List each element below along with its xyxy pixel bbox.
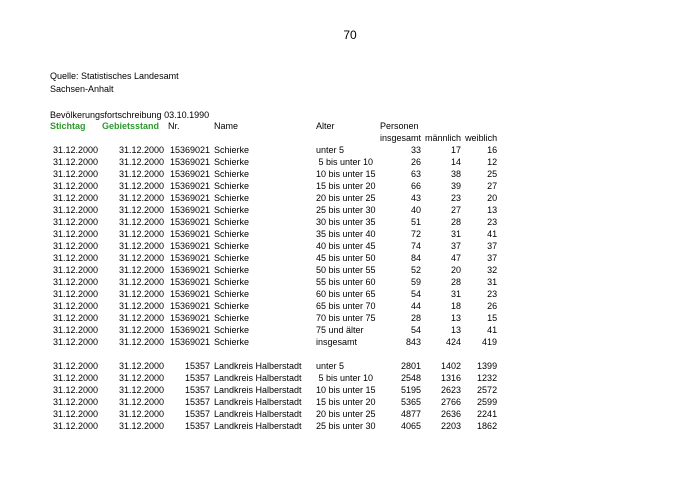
cell-gebietsstand: 31.12.2000 [118, 421, 164, 431]
cell-gebietsstand: 31.12.2000 [118, 241, 164, 251]
cell-alter: 5 bis unter 10 [316, 157, 374, 167]
cell-gebietsstand: 31.12.2000 [118, 265, 164, 275]
cell-stichtag: 31.12.2000 [52, 409, 98, 419]
cell-maennlich: 14 [451, 157, 462, 167]
cell-nr: 15357 [184, 397, 210, 407]
cell-insgesamt: 54 [411, 289, 422, 299]
header-row-2 [48, 132, 499, 144]
header-name: Name [214, 121, 239, 131]
cell-weiblich: 12 [487, 157, 498, 167]
cell-stichtag: 31.12.2000 [52, 385, 98, 395]
cell-gebietsstand: 31.12.2000 [118, 289, 164, 299]
cell-maennlich: 1402 [441, 361, 462, 371]
cell-nr: 15369021 [169, 301, 210, 311]
cell-alter: 65 bis unter 70 [316, 301, 376, 311]
table-row [48, 180, 499, 192]
cell-maennlich: 31 [451, 289, 462, 299]
cell-weiblich: 1232 [477, 373, 498, 383]
cell-weiblich: 41 [487, 325, 498, 335]
cell-alter: 40 bis unter 45 [316, 241, 376, 251]
table-row [48, 156, 499, 168]
cell-insgesamt: 843 [406, 337, 422, 347]
cell-maennlich: 1316 [441, 373, 462, 383]
cell-nr: 15369021 [169, 325, 210, 335]
cell-weiblich: 16 [487, 145, 498, 155]
table-row [48, 252, 499, 264]
cell-maennlich: 2203 [441, 421, 462, 431]
cell-nr: 15369021 [169, 253, 210, 263]
header-gebietsstand: Gebietsstand [102, 121, 160, 131]
header-insgesamt: insgesamt [380, 133, 422, 143]
cell-maennlich: 2636 [441, 409, 462, 419]
cell-maennlich: 38 [451, 169, 462, 179]
cell-insgesamt: 5195 [401, 385, 422, 395]
cell-weiblich: 1399 [477, 361, 498, 371]
table-row [48, 324, 499, 336]
cell-maennlich: 47 [451, 253, 462, 263]
cell-name: Landkreis Halberstadt [214, 361, 302, 371]
header-weiblich: weiblich [465, 133, 498, 143]
cell-alter: 5 bis unter 10 [316, 373, 374, 383]
cell-name: Landkreis Halberstadt [214, 373, 302, 383]
cell-maennlich: 18 [451, 301, 462, 311]
cell-stichtag: 31.12.2000 [52, 361, 98, 371]
cell-weiblich: 2572 [477, 385, 498, 395]
cell-name: Landkreis Halberstadt [214, 409, 302, 419]
cell-nr: 15357 [184, 373, 210, 383]
cell-weiblich: 2241 [477, 409, 498, 419]
cell-nr: 15357 [184, 409, 210, 419]
cell-weiblich: 37 [487, 253, 498, 263]
cell-gebietsstand: 31.12.2000 [118, 373, 164, 383]
cell-alter: unter 5 [316, 145, 345, 155]
cell-weiblich: 15 [487, 313, 498, 323]
cell-stichtag: 31.12.2000 [52, 337, 98, 347]
cell-gebietsstand: 31.12.2000 [118, 313, 164, 323]
cell-nr: 15357 [184, 361, 210, 371]
table-body [48, 144, 499, 432]
header-maennlich: männlich [425, 133, 462, 143]
cell-maennlich: 2766 [441, 397, 462, 407]
table-row [48, 372, 499, 384]
cell-weiblich: 25 [487, 169, 498, 179]
cell-maennlich: 37 [451, 241, 462, 251]
header-nr: Nr. [168, 121, 180, 131]
cell-gebietsstand: 31.12.2000 [118, 217, 164, 227]
header-personen: Personen [380, 121, 419, 131]
cell-maennlich: 20 [451, 265, 462, 275]
cell-gebietsstand: 31.12.2000 [118, 361, 164, 371]
cell-alter: 70 bis unter 75 [316, 313, 376, 323]
cell-insgesamt: 54 [411, 325, 422, 335]
cell-alter: 15 bis unter 20 [316, 397, 376, 407]
cell-stichtag: 31.12.2000 [52, 253, 98, 263]
cell-insgesamt: 51 [411, 217, 422, 227]
cell-nr: 15357 [184, 421, 210, 431]
cell-maennlich: 27 [451, 205, 462, 215]
cell-nr: 15369021 [169, 205, 210, 215]
cell-stichtag: 31.12.2000 [52, 421, 98, 431]
cell-nr: 15369021 [169, 229, 210, 239]
table-row [48, 312, 499, 324]
table-row [48, 276, 499, 288]
cell-insgesamt: 33 [411, 145, 422, 155]
cell-name: Schierke [214, 217, 250, 227]
cell-stichtag: 31.12.2000 [52, 397, 98, 407]
cell-stichtag: 31.12.2000 [52, 205, 98, 215]
cell-gebietsstand: 31.12.2000 [118, 145, 164, 155]
cell-weiblich: 23 [487, 289, 498, 299]
cell-alter: 20 bis unter 25 [316, 409, 376, 419]
cell-nr: 15369021 [169, 277, 210, 287]
cell-name: Schierke [214, 241, 250, 251]
cell-name: Schierke [214, 229, 250, 239]
cell-insgesamt: 4877 [401, 409, 422, 419]
table-row [48, 288, 499, 300]
cell-insgesamt: 66 [411, 181, 422, 191]
cell-stichtag: 31.12.2000 [52, 169, 98, 179]
cell-name: Landkreis Halberstadt [214, 397, 302, 407]
cell-insgesamt: 28 [411, 313, 422, 323]
cell-stichtag: 31.12.2000 [52, 241, 98, 251]
cell-maennlich: 39 [451, 181, 462, 191]
cell-weiblich: 31 [487, 277, 498, 287]
cell-gebietsstand: 31.12.2000 [118, 409, 164, 419]
cell-maennlich: 424 [446, 337, 462, 347]
source-line-2: Sachsen-Anhalt [50, 84, 114, 94]
cell-alter: insgesamt [316, 337, 358, 347]
cell-maennlich: 28 [451, 217, 462, 227]
population-table [48, 120, 499, 432]
cell-insgesamt: 5365 [401, 397, 422, 407]
cell-gebietsstand: 31.12.2000 [118, 325, 164, 335]
cell-name: Schierke [214, 325, 250, 335]
cell-insgesamt: 4065 [401, 421, 422, 431]
cell-insgesamt: 2801 [401, 361, 422, 371]
cell-nr: 15369021 [169, 157, 210, 167]
cell-stichtag: 31.12.2000 [52, 289, 98, 299]
cell-nr: 15369021 [169, 145, 210, 155]
cell-alter: 15 bis unter 20 [316, 181, 376, 191]
cell-stichtag: 31.12.2000 [52, 301, 98, 311]
cell-maennlich: 28 [451, 277, 462, 287]
cell-weiblich: 13 [487, 205, 498, 215]
table-row [48, 360, 499, 372]
cell-insgesamt: 2548 [401, 373, 422, 383]
cell-nr: 15369021 [169, 241, 210, 251]
cell-name: Schierke [214, 301, 250, 311]
cell-name: Schierke [214, 205, 250, 215]
table-row [48, 408, 499, 420]
cell-name: Schierke [214, 181, 250, 191]
cell-alter: unter 5 [316, 361, 345, 371]
cell-nr: 15357 [184, 385, 210, 395]
cell-weiblich: 41 [487, 229, 498, 239]
table-row [48, 228, 499, 240]
cell-stichtag: 31.12.2000 [52, 145, 98, 155]
cell-name: Schierke [214, 145, 250, 155]
cell-name: Landkreis Halberstadt [214, 421, 302, 431]
cell-name: Schierke [214, 193, 250, 203]
cell-weiblich: 26 [487, 301, 498, 311]
cell-name: Schierke [214, 277, 250, 287]
cell-alter: 50 bis unter 55 [316, 265, 376, 275]
cell-stichtag: 31.12.2000 [52, 265, 98, 275]
cell-weiblich: 27 [487, 181, 498, 191]
cell-weiblich: 419 [482, 337, 498, 347]
cell-alter: 10 bis unter 15 [316, 385, 376, 395]
cell-alter: 55 bis unter 60 [316, 277, 376, 287]
cell-alter: 35 bis unter 40 [316, 229, 376, 239]
cell-weiblich: 37 [487, 241, 498, 251]
cell-gebietsstand: 31.12.2000 [118, 181, 164, 191]
cell-name: Schierke [214, 289, 250, 299]
table-row [48, 396, 499, 408]
cell-alter: 60 bis unter 65 [316, 289, 376, 299]
table-row [48, 192, 499, 204]
cell-insgesamt: 74 [411, 241, 422, 251]
cell-nr: 15369021 [169, 313, 210, 323]
source-line-1: Quelle: Statistisches Landesamt [50, 71, 179, 81]
cell-gebietsstand: 31.12.2000 [118, 301, 164, 311]
cell-insgesamt: 44 [411, 301, 422, 311]
cell-name: Landkreis Halberstadt [214, 385, 302, 395]
source-note [50, 70, 179, 96]
cell-gebietsstand: 31.12.2000 [118, 169, 164, 179]
cell-alter: 25 bis unter 30 [316, 205, 376, 215]
table-row [48, 240, 499, 252]
table-row [48, 264, 499, 276]
cell-stichtag: 31.12.2000 [52, 193, 98, 203]
cell-gebietsstand: 31.12.2000 [118, 397, 164, 407]
header-row-1 [48, 120, 499, 132]
cell-nr: 15369021 [169, 169, 210, 179]
cell-gebietsstand: 31.12.2000 [118, 205, 164, 215]
cell-name: Schierke [214, 337, 250, 347]
table-row [48, 336, 499, 348]
table-row [48, 216, 499, 228]
cell-maennlich: 17 [451, 145, 462, 155]
cell-weiblich: 32 [487, 265, 498, 275]
cell-name: Schierke [214, 265, 250, 275]
table-row [48, 300, 499, 312]
cell-nr: 15369021 [169, 217, 210, 227]
cell-insgesamt: 84 [411, 253, 422, 263]
cell-name: Schierke [214, 313, 250, 323]
header-stichtag: Stichtag [50, 121, 86, 131]
header-alter: Alter [316, 121, 335, 131]
cell-insgesamt: 40 [411, 205, 422, 215]
cell-insgesamt: 59 [411, 277, 422, 287]
cell-maennlich: 13 [451, 313, 462, 323]
cell-alter: 20 bis unter 25 [316, 193, 376, 203]
cell-alter: 10 bis unter 15 [316, 169, 376, 179]
cell-stichtag: 31.12.2000 [52, 157, 98, 167]
cell-weiblich: 23 [487, 217, 498, 227]
cell-stichtag: 31.12.2000 [52, 229, 98, 239]
group-spacer [48, 348, 499, 360]
dataset-title: Bevölkerungsfortschreibung 03.10.1990 [50, 110, 210, 120]
cell-nr: 15369021 [169, 289, 210, 299]
cell-gebietsstand: 31.12.2000 [118, 385, 164, 395]
cell-stichtag: 31.12.2000 [52, 373, 98, 383]
cell-insgesamt: 72 [411, 229, 422, 239]
cell-alter: 30 bis unter 35 [316, 217, 376, 227]
cell-maennlich: 13 [451, 325, 462, 335]
table-row [48, 168, 499, 180]
cell-alter: 25 bis unter 30 [316, 421, 376, 431]
cell-maennlich: 31 [451, 229, 462, 239]
cell-maennlich: 2623 [441, 385, 462, 395]
table-row [48, 144, 499, 156]
cell-gebietsstand: 31.12.2000 [118, 157, 164, 167]
cell-weiblich: 1862 [477, 421, 498, 431]
cell-gebietsstand: 31.12.2000 [118, 253, 164, 263]
cell-stichtag: 31.12.2000 [52, 217, 98, 227]
cell-alter: 75 und älter [316, 325, 364, 335]
cell-stichtag: 31.12.2000 [52, 325, 98, 335]
cell-stichtag: 31.12.2000 [52, 313, 98, 323]
cell-name: Schierke [214, 157, 250, 167]
cell-weiblich: 20 [487, 193, 498, 203]
cell-stichtag: 31.12.2000 [52, 277, 98, 287]
cell-name: Schierke [214, 169, 250, 179]
table-row [48, 384, 499, 396]
cell-nr: 15369021 [169, 181, 210, 191]
cell-gebietsstand: 31.12.2000 [118, 229, 164, 239]
cell-gebietsstand: 31.12.2000 [118, 193, 164, 203]
table-header [48, 120, 499, 144]
cell-insgesamt: 63 [411, 169, 422, 179]
cell-name: Schierke [214, 253, 250, 263]
page-number: 70 [343, 28, 357, 42]
cell-nr: 15369021 [169, 265, 210, 275]
cell-gebietsstand: 31.12.2000 [118, 337, 164, 347]
cell-insgesamt: 26 [411, 157, 422, 167]
cell-nr: 15369021 [169, 337, 210, 347]
cell-insgesamt: 52 [411, 265, 422, 275]
cell-gebietsstand: 31.12.2000 [118, 277, 164, 287]
table-row [48, 204, 499, 216]
cell-alter: 45 bis unter 50 [316, 253, 376, 263]
cell-insgesamt: 43 [411, 193, 422, 203]
table-row [48, 420, 499, 432]
cell-stichtag: 31.12.2000 [52, 181, 98, 191]
cell-maennlich: 23 [451, 193, 462, 203]
cell-weiblich: 2599 [477, 397, 498, 407]
cell-nr: 15369021 [169, 193, 210, 203]
